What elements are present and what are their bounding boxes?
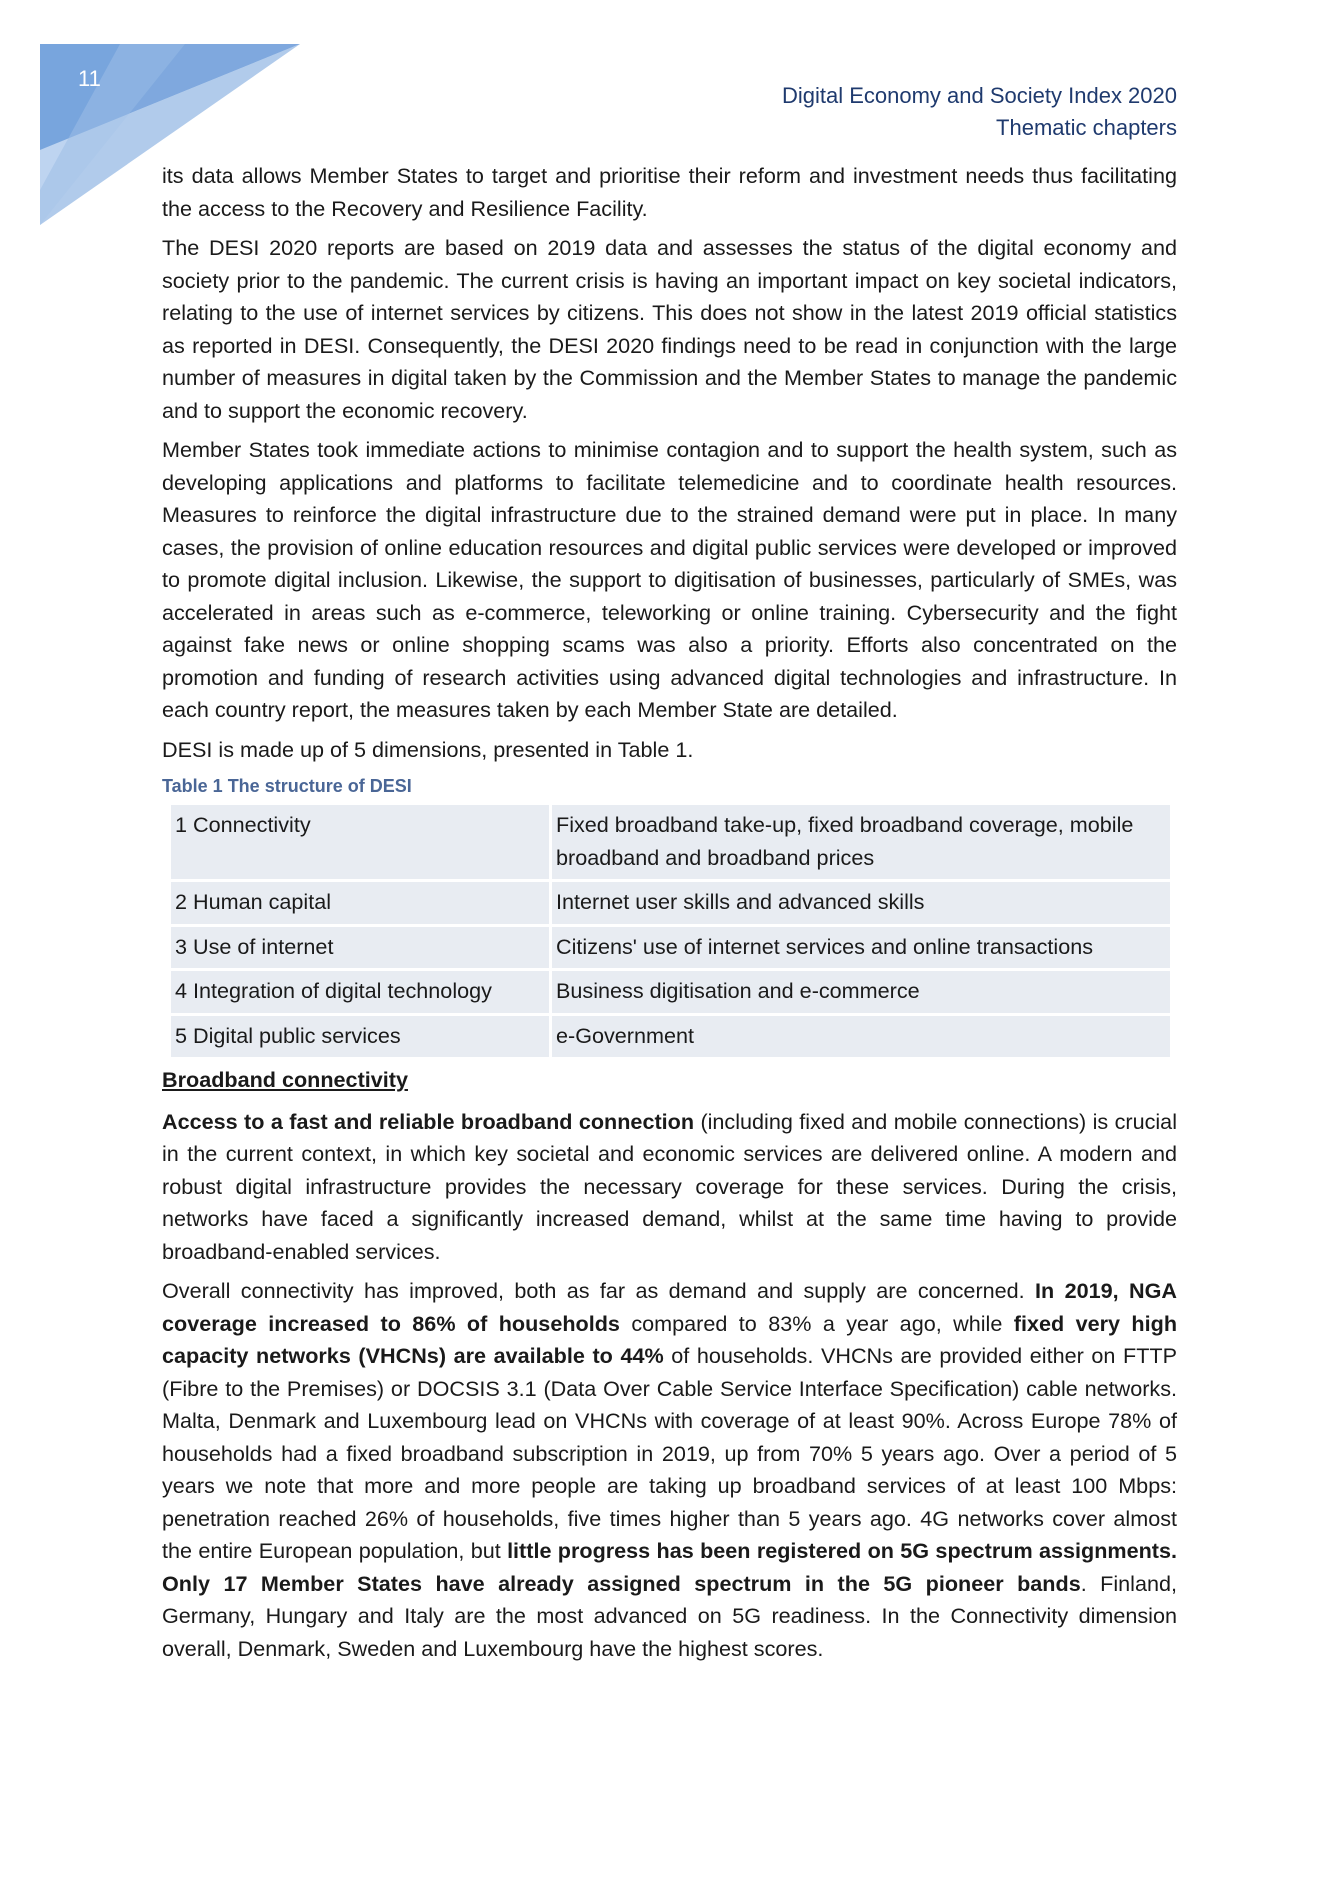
bold-phrase: fixed very high capacity networks (VHCNs) are available to 44% [162, 1310, 1178, 1368]
table-row [171, 1016, 1170, 1058]
description-cell: Citizens' use of internet services and online transactions [552, 927, 1170, 969]
text-run: Overall connectivity has improved, both as far as demand and supply are concerned. [162, 1278, 1036, 1303]
table-row [171, 805, 1170, 879]
dimension-cell: 3 Use of internet [171, 927, 549, 969]
running-header [782, 80, 1177, 144]
description-cell: Business digitisation and e-commerce [552, 971, 1170, 1013]
paragraph-4: DESI is made up of 5 dimensions, presented in Table 1. [162, 736, 694, 762]
bold-phrase: In 2019, NGA coverage increased to 86% of households [162, 1278, 1177, 1336]
description-cell: Internet user skills and advanced skills [552, 882, 1170, 924]
text-run: . Finland, Germany, Hungary and Italy are the most advanced on 5G readiness. In the Connectivity dimension overall, Denmark, Sweden and Luxembourg have the highest scores. [162, 1570, 1177, 1661]
bold-phrase: little progress has been registered on 5G spectrum assignments. Only 17 Member States have already assigned spectrum in the 5G pioneer bands [162, 1538, 1177, 1596]
desi-structure-table [168, 802, 1173, 1060]
table-row [171, 882, 1170, 924]
paragraph-6 [162, 1275, 1177, 1665]
dimension-cell: 4 Integration of digital technology [171, 971, 549, 1013]
bold-phrase: Access to a fast and reliable broadband connection [162, 1108, 695, 1134]
dimension-cell: 2 Human capital [171, 882, 549, 924]
table-row [171, 927, 1170, 969]
dimension-cell: 1 Connectivity [171, 805, 549, 879]
description-cell: e-Government [552, 1016, 1170, 1058]
paragraph-3: Member States took immediate actions to minimise contagion and to support the health system, such as developing applications and platforms to facilitate telemedicine and to coordinate health resources. Measures to reinforce the digital infrastructure due to the strained demand were put in place. In many cases, the provision of online education resources and digital public services were developed or improved to promote digital inclusion. Likewise, the support to digitisation of businesses, particularly of SMEs, was accelerated in areas such as e-commerce, teleworking or online training. Cybersecurity and the fight against fake news or online shopping scams was also a priority. Efforts also concentrated on the promotion and funding of research activities using advanced digital technologies and infrastructure. In each country report, the measures taken by each Member State are detailed. [162, 437, 1177, 722]
text-run: of households. VHCNs are provided either on FTTP (Fibre to the Premises) or DOCSIS 3.1 (Data Over Cable Service Interface Specification) cable networks. Malta, Denmark and Luxembourg lead on VHCNs with coverage of at least 90%. Across Europe 78% of households had a fixed broadband subscription in 2019, up from 70% 5 years ago. Over a period of 5 years we note that more and more people are taking up broadband services of at least 100 Mbps: penetration reached 26% of households, five times higher than 5 years ago. 4G networks cover almost the entire European population, but [162, 1343, 1178, 1563]
header-subtitle: Thematic chapters [996, 115, 1177, 140]
header-title: Digital Economy and Society Index 2020 [781, 83, 1177, 108]
text-run: (including fixed and mobile connections) is crucial in the current context, in which key societal and economic services are delivered online. A modern and robust digital infrastructure provides the necessary coverage for these services. During the crisis, networks have faced a significantly increased demand, whilst at the same time having to provide broadband-enabled services. [162, 1108, 1177, 1264]
paragraph-2: The DESI 2020 reports are based on 2019 data and assesses the status of the digital economy and society prior to the pandemic. The current crisis is having an important impact on key societal indicators, relating to the use of internet services by citizens. This does not show in the latest 2019 official statistics as reported in DESI. Consequently, the DESI 2020 findings need to be read in conjunction with the large number of measures in digital taken by the Commission and the Member States to manage the pandemic and to support the economic recovery. [162, 235, 1177, 423]
dimension-cell: 5 Digital public services [171, 1016, 549, 1058]
page-body [162, 160, 1177, 1672]
paragraph-1: its data allows Member States to target and prioritise their reform and investment needs thus facilitating the access to the Recovery and Resilience Facility. [162, 163, 1177, 221]
table-row [171, 971, 1170, 1013]
description-cell: Fixed broadband take-up, fixed broadband coverage, mobile broadband and broadband prices [552, 805, 1170, 879]
section-heading: Broadband connectivity [162, 1067, 408, 1092]
table-caption: Table 1 The structure of DESI [162, 776, 412, 796]
text-run: compared to 83% a year ago, while [619, 1310, 1014, 1336]
paragraph-5 [162, 1106, 1177, 1269]
page-number: 11 [78, 66, 101, 91]
